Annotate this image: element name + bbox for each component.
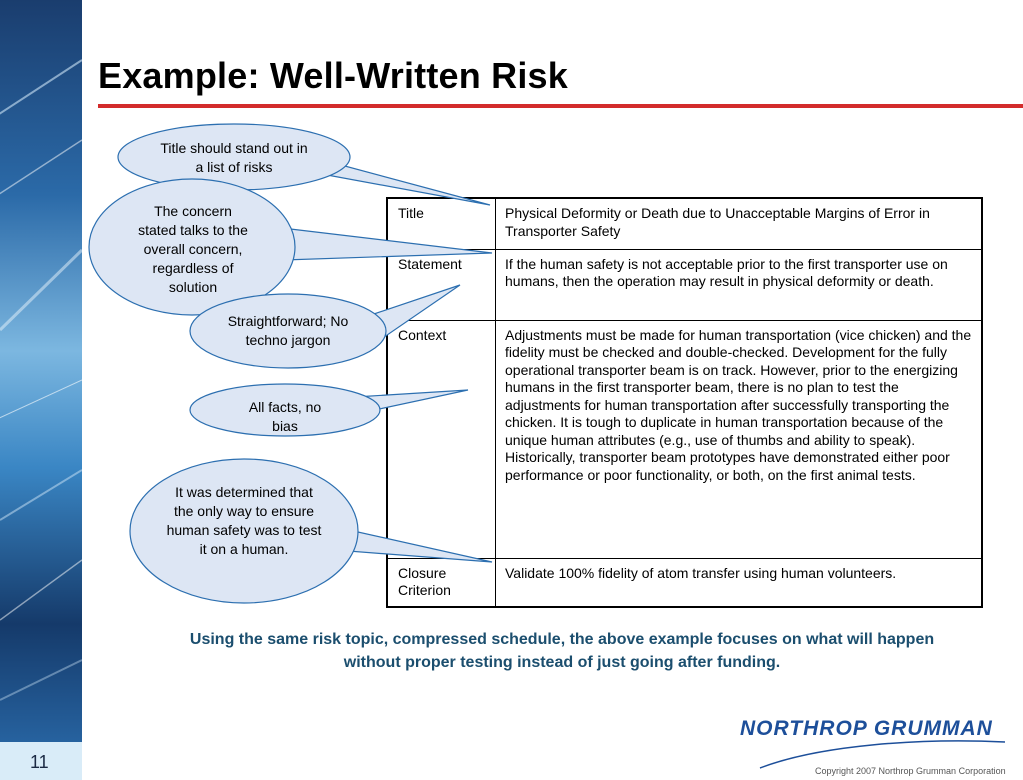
slide-number: 11 (30, 752, 49, 772)
callout-concern-text: The concern stated talks to the overall concern, regardless of solution (138, 203, 248, 295)
summary-note: Using the same risk topic, compressed schedule, the above example focuses on what will happen without proper testing instead of just going after funding. (189, 631, 935, 671)
callout-facts-text: All facts, no bias (248, 399, 322, 434)
row-value: Adjustments must be made for human transportation (vice chicken) and the fidelity must be checked and double-checked. Development for the fully operational transporter beam is on track. However, prior to the energizing humans in the first transporter beam, there is no plan to test the adjustments for human transportation after successfully transporting the chicken. It is tough to duplicate in human transportation because of the unique human attributes (e.g., use of thumbs and ability to speak). Historically, transporter beam prototypes have demonstrated either poor performance or poor functionality, or both, on the first animal tests. (496, 320, 983, 558)
row-value: Physical Deformity or Death due to Unacceptable Margins of Error in Transporter Safety (496, 198, 983, 249)
row-label: Closure Criterion (387, 558, 496, 607)
callout-straightforward-text: Straightforward; No techno jargon (227, 313, 349, 348)
page-title: Example: Well-Written Risk (98, 55, 568, 96)
callout-title-text: Title should stand out in a list of risks (160, 140, 308, 175)
row-label: Context (387, 320, 496, 558)
company-logo: NORTHROP GRUMMAN (740, 717, 993, 740)
row-value: If the human safety is not acceptable prior to the first transporter use on humans, then the operation may result in physical deformity or death. (496, 249, 983, 320)
copyright-text: Copyright 2007 Northrop Grumman Corporation (815, 766, 1006, 776)
callout-determined-text: It was determined that the only way to ensure human safety was to test it on a human. (166, 484, 322, 557)
row-value: Validate 100% fidelity of atom transfer using human volunteers. (496, 558, 983, 607)
row-label: Statement (387, 249, 496, 320)
row-label: Title (387, 198, 496, 249)
